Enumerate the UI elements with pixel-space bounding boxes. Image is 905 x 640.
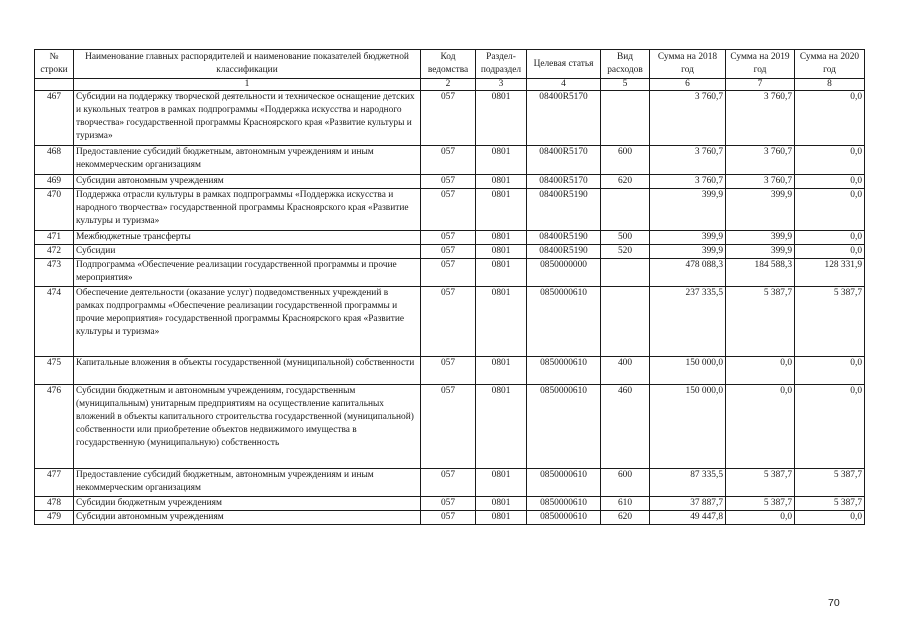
column-number-cell: 6 [650,79,726,91]
row-number-cell: 467 [35,91,74,146]
target-item-cell: 0850000610 [527,287,601,357]
column-number-row [35,79,865,91]
sum-2019-cell: 5 387,7 [726,469,795,497]
column-number-cell: 1 [74,79,421,91]
row-number-cell: 478 [35,497,74,511]
row-number-cell: 473 [35,259,74,287]
sum-2019-cell: 399,9 [726,245,795,259]
sum-2018-cell: 37 887,7 [650,497,726,511]
row-number-cell: 476 [35,385,74,469]
table-row [35,146,865,175]
row-name-cell: Капитальные вложения в объекты государственной (муниципальной) собственности [74,357,421,385]
target-item-cell: 08400R5170 [527,146,601,175]
column-number-cell: 7 [726,79,795,91]
section-cell: 0801 [476,189,527,231]
expense-type-cell: 610 [601,497,650,511]
header-sum-2018: Сумма на 2018 год [650,50,726,79]
column-number-cell: 2 [421,79,476,91]
row-name-cell: Субсидии автономным учреждениям [74,175,421,189]
row-name-cell: Предоставление субсидий бюджетным, автономным учреждениям и иным некоммерческим организациям [74,469,421,497]
dept-code-cell: 057 [421,287,476,357]
sum-2018-cell: 87 335,5 [650,469,726,497]
sum-2018-cell: 237 335,5 [650,287,726,357]
column-number-cell: 3 [476,79,527,91]
row-name-cell: Подпрограмма «Обеспечение реализации государственной программы и прочие мероприятия» [74,259,421,287]
row-name-cell: Поддержка отрасли культуры в рамках подпрограммы «Поддержка искусства и народного творчества» государственной программы Красноярского края «Развитие культуры и туризма» [74,189,421,231]
sum-2019-cell: 399,9 [726,231,795,245]
expense-type-cell: 620 [601,511,650,525]
table-row [35,469,865,497]
row-name-cell: Субсидии бюджетным учреждениям [74,497,421,511]
sum-2018-cell: 3 760,7 [650,91,726,146]
budget-table [34,49,865,525]
row-name-cell: Предоставление субсидий бюджетным, автономным учреждениям и иным некоммерческим организациям [74,146,421,175]
expense-type-cell: 620 [601,175,650,189]
dept-code-cell: 057 [421,146,476,175]
sum-2019-cell: 184 588,3 [726,259,795,287]
section-cell: 0801 [476,497,527,511]
target-item-cell: 0850000610 [527,469,601,497]
header-expense-type: Вид расходов [601,50,650,79]
sum-2018-cell: 3 760,7 [650,175,726,189]
sum-2019-cell: 3 760,7 [726,91,795,146]
section-cell: 0801 [476,175,527,189]
table-row [35,511,865,525]
sum-2019-cell: 0,0 [726,511,795,525]
table-row [35,245,865,259]
sum-2018-cell: 399,9 [650,245,726,259]
target-item-cell: 08400R5170 [527,91,601,146]
target-item-cell: 0850000610 [527,385,601,469]
row-number-cell: 469 [35,175,74,189]
header-name: Наименование главных распорядителей и наименование показателей бюджетной классификации [74,50,421,79]
row-number-cell: 475 [35,357,74,385]
header-sum-2019: Сумма на 2019 год [726,50,795,79]
sum-2020-cell: 0,0 [795,175,865,189]
sum-2018-cell: 49 447,8 [650,511,726,525]
row-name-cell: Субсидии бюджетным и автономным учреждениям, государственным (муниципальным) унитарным предприятиям на осуществление капитальных вложений в объекты капитального строительства государственной (муниципальной) собственности или приобретение объектов недвижимого имущества в государственную (муниципальную) собственность [74,385,421,469]
sum-2020-cell: 5 387,7 [795,287,865,357]
target-item-cell: 0850000000 [527,259,601,287]
expense-type-cell: 600 [601,469,650,497]
expense-type-cell: 400 [601,357,650,385]
expense-type-cell [601,287,650,357]
row-number-cell: 479 [35,511,74,525]
expense-type-cell [601,91,650,146]
expense-type-cell: 460 [601,385,650,469]
table-row [35,231,865,245]
sum-2019-cell: 399,9 [726,189,795,231]
target-item-cell: 0850000610 [527,511,601,525]
column-number-cell [35,79,74,91]
sum-2018-cell: 399,9 [650,231,726,245]
target-item-cell: 08400R5190 [527,189,601,231]
table-row [35,259,865,287]
dept-code-cell: 057 [421,259,476,287]
expense-type-cell: 520 [601,245,650,259]
row-number-cell: 470 [35,189,74,231]
dept-code-cell: 057 [421,189,476,231]
column-number-cell: 8 [795,79,865,91]
row-name-cell: Обеспечение деятельности (оказание услуг) подведомственных учреждений в рамках подпрограммы «Обеспечение реализации государственной программы и прочие мероприятия» государственной программы Красноярского края «Развитие культуры и туризма» [74,287,421,357]
table-row [35,175,865,189]
expense-type-cell [601,189,650,231]
dept-code-cell: 057 [421,175,476,189]
expense-type-cell [601,259,650,287]
section-cell: 0801 [476,385,527,469]
sum-2019-cell: 3 760,7 [726,175,795,189]
sum-2020-cell: 0,0 [795,511,865,525]
section-cell: 0801 [476,357,527,385]
row-number-cell: 468 [35,146,74,175]
sum-2020-cell: 5 387,7 [795,497,865,511]
target-item-cell: 08400R5190 [527,231,601,245]
section-cell: 0801 [476,287,527,357]
sum-2019-cell: 3 760,7 [726,146,795,175]
table-row [35,497,865,511]
table-row [35,91,865,146]
target-item-cell: 0850000610 [527,357,601,385]
row-name-cell: Субсидии [74,245,421,259]
dept-code-cell: 057 [421,245,476,259]
dept-code-cell: 057 [421,231,476,245]
row-name-cell: Субсидии на поддержку творческой деятельности и техническое оснащение детских и кукольных театров в рамках подпрограммы «Поддержка искусства и народного творчества» государственной программы Красноярского края «Развитие культуры и туризма» [74,91,421,146]
sum-2020-cell: 0,0 [795,146,865,175]
dept-code-cell: 057 [421,469,476,497]
sum-2020-cell: 0,0 [795,245,865,259]
section-cell: 0801 [476,146,527,175]
sum-2020-cell: 128 331,9 [795,259,865,287]
target-item-cell: 08400R5190 [527,245,601,259]
section-cell: 0801 [476,259,527,287]
sum-2020-cell: 0,0 [795,357,865,385]
sum-2020-cell: 0,0 [795,91,865,146]
section-cell: 0801 [476,469,527,497]
page-number: 70 [828,597,840,609]
dept-code-cell: 057 [421,357,476,385]
table-row [35,287,865,357]
row-name-cell: Субсидии автономным учреждениям [74,511,421,525]
header-section: Раздел-подраздел [476,50,527,79]
header-sum-2020: Сумма на 2020 год [795,50,865,79]
row-number-cell: 471 [35,231,74,245]
section-cell: 0801 [476,231,527,245]
dept-code-cell: 057 [421,511,476,525]
header-dept-code: Код ведомства [421,50,476,79]
header-row [35,50,865,79]
sum-2019-cell: 5 387,7 [726,497,795,511]
sum-2018-cell: 3 760,7 [650,146,726,175]
sum-2018-cell: 150 000,0 [650,357,726,385]
target-item-cell: 0850000610 [527,497,601,511]
expense-type-cell: 600 [601,146,650,175]
sum-2019-cell: 5 387,7 [726,287,795,357]
section-cell: 0801 [476,91,527,146]
row-name-cell: Межбюджетные трансферты [74,231,421,245]
column-number-cell: 4 [527,79,601,91]
sum-2019-cell: 0,0 [726,385,795,469]
sum-2018-cell: 399,9 [650,189,726,231]
dept-code-cell: 057 [421,497,476,511]
section-cell: 0801 [476,245,527,259]
sum-2019-cell: 0,0 [726,357,795,385]
sum-2018-cell: 478 088,3 [650,259,726,287]
sum-2018-cell: 150 000,0 [650,385,726,469]
sum-2020-cell: 0,0 [795,385,865,469]
dept-code-cell: 057 [421,385,476,469]
table-row [35,385,865,469]
sum-2020-cell: 5 387,7 [795,469,865,497]
table-row [35,189,865,231]
table-row [35,357,865,385]
dept-code-cell: 057 [421,91,476,146]
section-cell: 0801 [476,511,527,525]
column-number-cell: 5 [601,79,650,91]
expense-type-cell: 500 [601,231,650,245]
row-number-cell: 472 [35,245,74,259]
sum-2020-cell: 0,0 [795,231,865,245]
header-row-number: № строки [35,50,74,79]
row-number-cell: 474 [35,287,74,357]
row-number-cell: 477 [35,469,74,497]
target-item-cell: 08400R5170 [527,175,601,189]
header-target-item: Целевая статья [527,50,601,79]
sum-2020-cell: 0,0 [795,189,865,231]
